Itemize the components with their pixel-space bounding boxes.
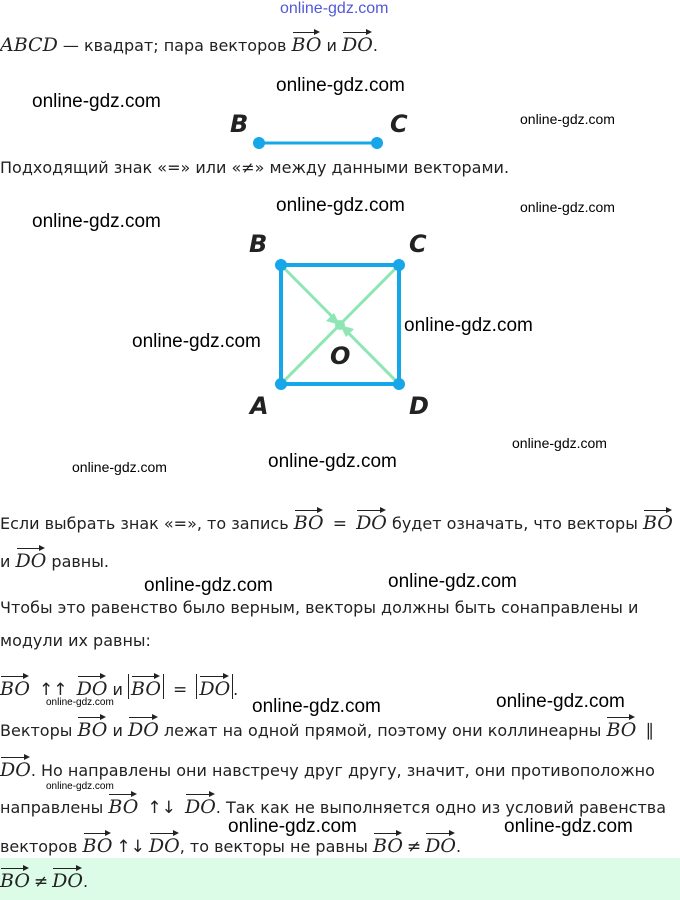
p3-opp-2: ↑↓ (116, 837, 145, 857)
p3-t6: . Так как не выполняется одно из условий равенства (215, 798, 667, 817)
p3-vector-do: DO (128, 715, 159, 740)
watermark: online-gdz.com (132, 331, 261, 352)
label-c-square: C (409, 230, 427, 258)
watermark: online-gdz.com (252, 696, 381, 717)
watermark: online-gdz.com (512, 435, 607, 451)
para1-vector-do: DO (356, 508, 387, 533)
formula-equals: = (173, 680, 188, 700)
p3-vector-bo: BO (77, 715, 107, 740)
watermark: online-gdz.com (504, 816, 633, 837)
para1-text-4: равны. (51, 552, 109, 571)
codirected-symbol: ↑↑ (39, 680, 68, 700)
watermark: online-gdz.com (46, 781, 114, 792)
paragraph-2-line-1: Чтобы это равенство было верным, векторы должны быть сонаправлены и (0, 598, 639, 617)
watermark: online-gdz.com (46, 697, 114, 708)
formula-period: . (233, 680, 239, 699)
formula-vector-do: DO (77, 674, 108, 699)
point-d-sq (393, 378, 405, 390)
watermark: online-gdz.com (72, 459, 167, 475)
abs-vector-bo: BO (131, 674, 161, 699)
p3-t3: лежат на одной прямой, поэтому они коллинеарны (163, 721, 602, 740)
para1-text-1: Если выбрать знак «=», то запись (0, 514, 289, 533)
task-text: Подходящий знак «=» или «≠» между данными векторами. (0, 158, 510, 177)
opposite-symbol: ↑↓ (147, 798, 176, 818)
period: . (372, 36, 378, 55)
figure-name: ABCD (0, 34, 58, 56)
answer-period: . (82, 872, 89, 891)
answer-line (0, 866, 88, 895)
watermark: online-gdz.com (520, 199, 615, 215)
parallel-symbol: ∥ (645, 721, 654, 741)
p3-t8: , то векторы не равны (179, 837, 368, 856)
p3-vector-do-5: DO (425, 831, 456, 856)
watermark: online-gdz.com (32, 91, 161, 112)
para1-vector-bo-2: BO (643, 508, 673, 533)
watermark: online-gdz.com (268, 451, 397, 472)
label-d-square: D (409, 392, 429, 420)
p3-vector-bo-2: BO (606, 715, 636, 740)
label-b-segment: B (230, 110, 249, 138)
watermark: online-gdz.com (144, 575, 273, 596)
formula-vector-bo: BO (0, 674, 30, 699)
point-b-sq (275, 259, 287, 271)
paragraph-3-line-2 (0, 755, 655, 784)
p3-vector-do-3: DO (185, 792, 216, 817)
p3-t7: векторов (0, 837, 78, 856)
problem-statement (0, 30, 378, 59)
p3-vector-bo-5: BO (373, 831, 403, 856)
vector-bo: BO (292, 30, 322, 55)
watermark: online-gdz.com (496, 691, 625, 712)
abs-do (196, 674, 233, 699)
answer-vector-bo: BO (0, 866, 30, 891)
point-b (253, 137, 265, 149)
watermark: online-gdz.com (276, 195, 405, 216)
label-b-square: B (249, 230, 268, 258)
answer-box (0, 858, 680, 900)
vector-do: DO (342, 30, 373, 55)
answer-not-equal: ≠ (33, 872, 49, 892)
paragraph-1-line-2 (0, 546, 109, 575)
abs-vector-do: DO (199, 674, 230, 699)
para1-vector-bo: BO (294, 508, 324, 533)
label-c-segment: C (390, 110, 408, 138)
para1-equals: = (332, 514, 347, 534)
paragraph-3-line-1 (0, 715, 658, 744)
formula-conj: и (112, 680, 123, 699)
point-a-sq (275, 378, 287, 390)
watermark: online-gdz.com (404, 315, 533, 336)
p3-vector-do-2: DO (0, 755, 31, 780)
p3-not-equal: ≠ (406, 837, 422, 857)
watermark: online-gdz.com (388, 571, 517, 592)
answer-vector-do: DO (52, 866, 83, 891)
para1-text-3: и (0, 552, 11, 571)
p3-t1: Векторы (0, 721, 73, 740)
paragraph-2-line-2: модули их равны: (0, 631, 151, 650)
label-a-square: A (250, 392, 269, 420)
abs-bo (128, 674, 164, 699)
watermark: online-gdz.com (32, 211, 161, 232)
p3-vector-do-4: DO (149, 831, 180, 856)
square-figure (0, 225, 680, 425)
watermark: online-gdz.com (276, 75, 405, 96)
paragraph-1-line-1 (0, 508, 673, 537)
para1-vector-do-2: DO (16, 546, 47, 571)
problem-text: — квадрат; пара векторов (62, 36, 287, 55)
header-watermark: online-gdz.com (280, 0, 389, 17)
p3-vector-bo-3: BO (108, 792, 138, 817)
p3-t5: направлены (0, 798, 104, 817)
p3-t4: . Но направлены они навстречу друг другу, значит, они противоположно (30, 761, 655, 780)
label-o-square: O (330, 342, 351, 370)
watermark: online-gdz.com (228, 816, 357, 837)
p3-t9: . (455, 837, 462, 856)
point-c (371, 137, 383, 149)
point-o (335, 320, 345, 330)
p3-t2: и (112, 721, 123, 740)
condition-formula (0, 674, 238, 703)
para1-text-2: будет означать, что векторы (391, 514, 638, 533)
point-c-sq (393, 259, 405, 271)
watermark: online-gdz.com (520, 111, 615, 127)
conjunction: и (326, 36, 337, 55)
p3-vector-bo-4: BO (83, 831, 113, 856)
